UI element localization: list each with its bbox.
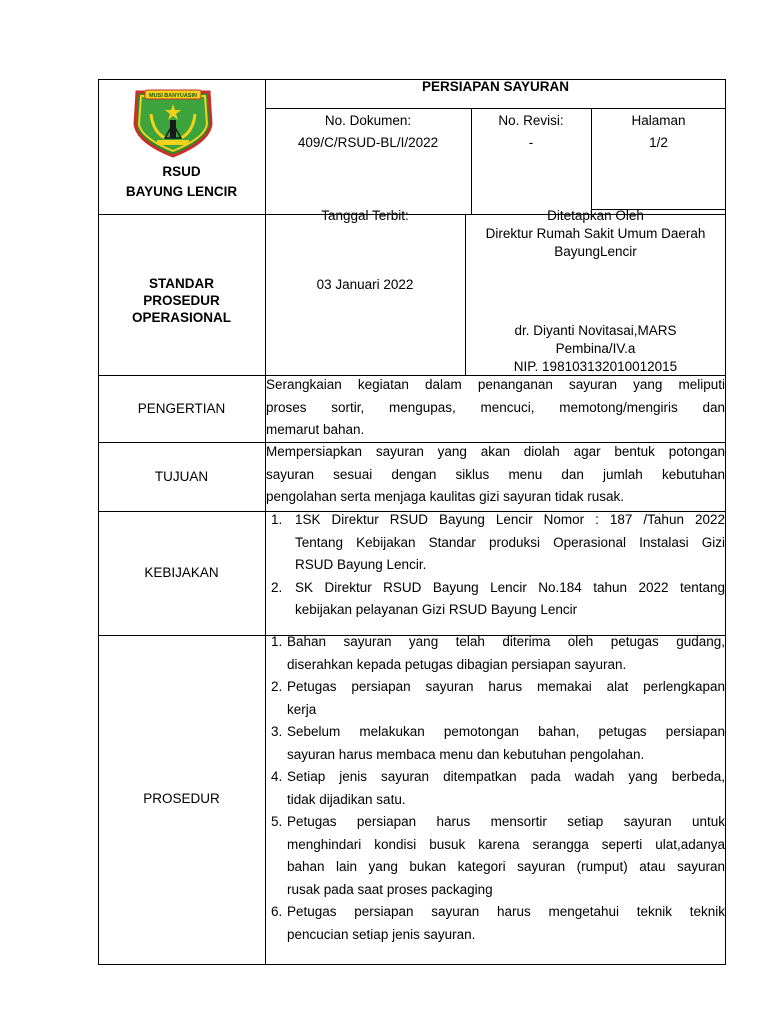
prosedur-item <box>271 901 725 946</box>
signer-nip: NIP. 198103132010012015 <box>513 359 678 374</box>
tujuan-text <box>266 441 725 509</box>
tujuan-label: TUJUAN <box>154 469 209 484</box>
kebijakan-item-line: RSUD Bayung Lencir. <box>295 557 427 572</box>
kebijakan-list <box>271 509 725 622</box>
prosedur-item-number: 5. <box>271 814 283 829</box>
kebijakan-item-line: 1SK Direktur RSUD Bayung Lencir Nomor : 187 /Tahun 2022 <box>295 512 725 527</box>
kebijakan-item-line: Tentang Kebijakan Standar produksi Operasional Instalasi Gizi <box>295 534 725 550</box>
sop-label-line2: PROSEDUR <box>143 293 220 308</box>
tujuan-line: pengolahan serta menjaga kaulitas gizi sayuran tidak rusak. <box>266 489 624 504</box>
prosedur-item-line: Bahan sayuran yang telah diterima oleh petugas gudang, <box>287 634 725 649</box>
approved-by-line2: Direktur Rumah Sakit Umum Daerah <box>485 226 706 241</box>
org-name-line2: BAYUNG LENCIR <box>125 184 238 199</box>
hospital-logo <box>131 84 215 158</box>
approved-by-line3: BayungLencir <box>554 244 637 259</box>
pengertian-line: proses sortir, mengupas, mencuci, memotong/mengiris dan <box>266 399 725 415</box>
prosedur-item-line: bahan lain yang bukan kategori sayuran (rumput) atau sayuran <box>287 859 725 874</box>
prosedur-item-line: rusak pada saat proses packaging <box>287 881 493 897</box>
prosedur-item <box>271 721 725 766</box>
prosedur-item-line: Sebelum melakukan pemotongan bahan, petugas persiapan <box>287 724 725 739</box>
org-name-line1: RSUD <box>162 164 201 179</box>
sop-label-line3: OPERASIONAL <box>131 310 231 325</box>
prosedur-item-line: tidak dijadikan satu. <box>287 791 406 807</box>
revision-value: - <box>528 135 534 150</box>
pengertian-line: memarut bahan. <box>266 422 365 437</box>
issue-date: 03 Januari 2022 <box>316 277 414 292</box>
prosedur-item-number: 6. <box>271 904 283 919</box>
kebijakan-item-line: SK Direktur RSUD Bayung Lencir No.184 tahun 2022 tentang <box>295 579 725 595</box>
kebijakan-item <box>271 577 725 622</box>
page-value: 1/2 <box>649 135 668 150</box>
prosedur-item <box>271 811 725 901</box>
logo-text: MUSI BANYUASIN <box>149 93 197 99</box>
prosedur-label: PROSEDUR <box>143 791 220 806</box>
kebijakan-label: KEBIJAKAN <box>144 565 219 580</box>
signer-rank: Pembina/IV.a <box>555 341 636 356</box>
document-title: PERSIAPAN SAYURAN <box>421 79 570 94</box>
prosedur-item-line: sayuran harus membaca menu dan kebutuhan pengolahan. <box>287 746 645 762</box>
pengertian-line: Serangkaian kegiatan dalam penanganan sayuran yang meliputi <box>266 377 725 392</box>
prosedur-item <box>271 766 725 811</box>
kebijakan-item-line: kebijakan pelayanan Gizi RSUD Bayung Lencir <box>295 602 578 617</box>
prosedur-item-line: Petugas persiapan sayuran harus memakai alat perlengkapan <box>287 679 725 694</box>
prosedur-item-number: 1. <box>271 634 283 649</box>
pengertian-label: PENGERTIAN <box>137 401 226 416</box>
tujuan-line: Mempersiapkan sayuran yang akan diolah agar bentuk potongan <box>266 444 725 459</box>
prosedur-item-line: menghindari kondisi busuk karena serangga seperti ulat,adanya <box>287 836 725 852</box>
doc-number-value: 409/C/RSUD-BL/I/2022 <box>297 135 439 150</box>
sop-label-line1: STANDAR <box>149 276 214 291</box>
prosedur-item-number: 2. <box>271 679 283 694</box>
doc-number-label: No. Dokumen: <box>324 113 412 128</box>
prosedur-item-line: diserahkan kepada petugas dibagian persiapan sayuran. <box>287 656 627 672</box>
prosedur-item-line: Setiap jenis sayuran ditempatkan pada wadah yang berbeda, <box>287 769 725 784</box>
prosedur-list <box>271 631 725 946</box>
pengertian-text <box>266 374 725 442</box>
tujuan-line: sayuran sesuai dengan siklus menu dan jumlah kebutuhan <box>266 466 725 482</box>
page-label: Halaman <box>631 113 686 128</box>
prosedur-item-line: Petugas persiapan sayuran harus mengetahui teknik teknik <box>287 904 725 919</box>
signer-name: dr. Diyanti Novitasai,MARS <box>514 323 677 338</box>
prosedur-item-line: Petugas persiapan harus mensortir setiap sayuran untuk <box>287 814 725 829</box>
revision-label: No. Revisi: <box>498 113 564 128</box>
issue-date-label: Tanggal Terbit: <box>321 208 409 223</box>
approved-by-line1: Ditetapkan Oleh <box>547 208 644 223</box>
prosedur-item-number: 3. <box>271 724 283 739</box>
kebijakan-item <box>271 509 725 577</box>
title-row-divider <box>265 108 726 109</box>
prosedur-item-line: kerja <box>287 701 317 717</box>
prosedur-item-line: pencucian setiap jenis sayuran. <box>287 926 476 942</box>
kebijakan-item-number: 1. <box>271 512 283 527</box>
prosedur-item <box>271 631 725 676</box>
prosedur-item-number: 4. <box>271 769 283 784</box>
kebijakan-item-number: 2. <box>271 579 283 595</box>
prosedur-item <box>271 676 725 721</box>
